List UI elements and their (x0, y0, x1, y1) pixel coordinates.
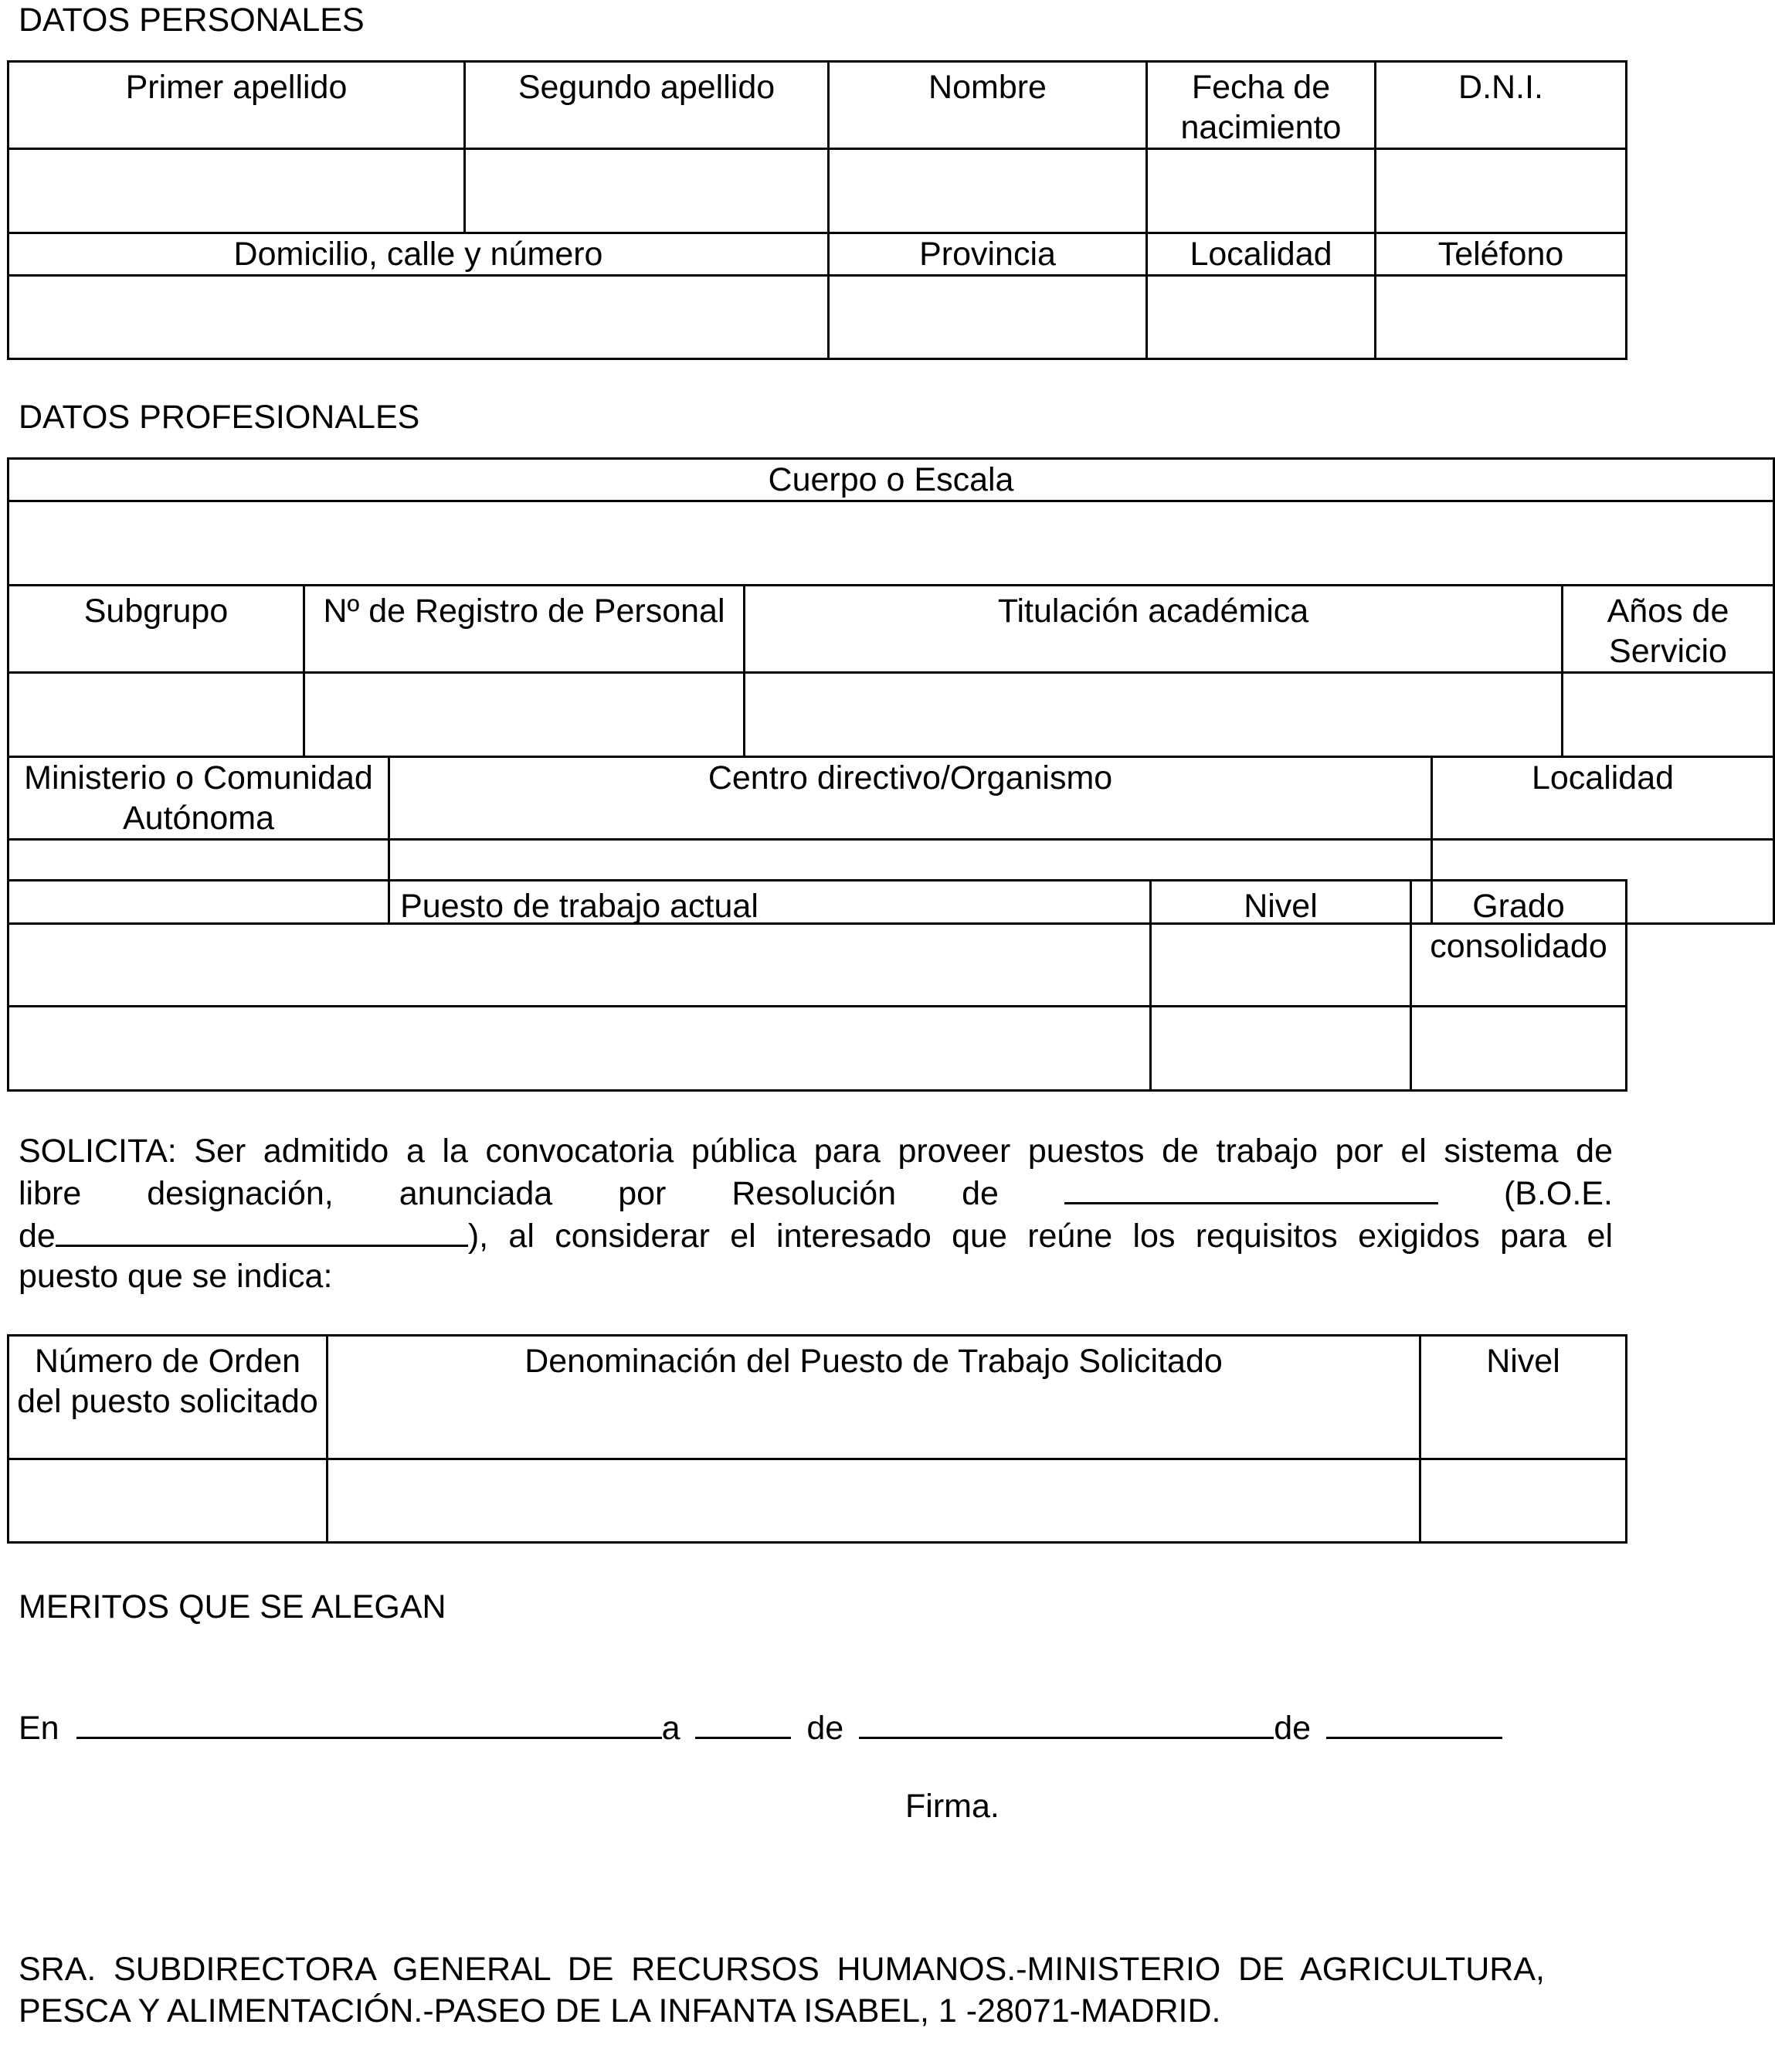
segundo-apellido-field[interactable] (465, 149, 829, 233)
numero-orden-header: Número de Orden del puesto solicitado (8, 1336, 328, 1459)
requested-positions-table (7, 1334, 1627, 1544)
grado-consolidado-header: Grado consolidado (1411, 881, 1627, 1007)
request-line-3 (19, 1214, 1613, 1256)
registro-personal-header: Nº de Registro de Personal (304, 586, 745, 673)
puesto-actual-header: Puesto de trabajo actual (8, 881, 1151, 1007)
current-post-table (7, 879, 1627, 1092)
signature-label: Firma. (905, 1788, 999, 1825)
request-word: de (19, 1218, 56, 1255)
denominacion-header: Denominación del Puesto de Trabajo Solicitado (328, 1336, 1420, 1459)
cuerpo-escala-field[interactable] (8, 501, 1774, 586)
request-word: por (618, 1175, 667, 1212)
nombre-header: Nombre (829, 62, 1147, 149)
recipient-address: SRA. SUBDIRECTORA GENERAL DE RECURSOS HUMANOS.-MINISTERIO DE AGRICULTURA, PESCA Y ALIMENTACIÓN.-PASEO DE LA INFANTA ISABEL, 1 -28071-MADRID. (19, 1951, 1545, 2030)
request-line-4: puesto que se indica: (19, 1258, 333, 1295)
nivel-field[interactable] (1151, 1007, 1411, 1091)
localidad-prof-header: Localidad (1432, 757, 1774, 840)
request-word: anunciada (399, 1175, 553, 1212)
boe-date-blank[interactable] (56, 1214, 468, 1247)
puesto-actual-field[interactable] (8, 1007, 1151, 1091)
nivel-solicitado-field[interactable] (1420, 1459, 1627, 1543)
grado-consolidado-field[interactable] (1411, 1007, 1627, 1091)
subgrupo-header: Subgrupo (8, 586, 304, 673)
cuerpo-escala-header: Cuerpo o Escala (8, 459, 1774, 501)
fecha-nacimiento-header: Fecha de nacimiento (1147, 62, 1376, 149)
date-line (19, 1706, 1502, 1748)
nivel-solicitado-header: Nivel (1420, 1336, 1627, 1459)
boe-label: (B.O.E. (1503, 1175, 1613, 1212)
resolucion-date-blank[interactable] (1064, 1171, 1438, 1204)
dni-field[interactable] (1376, 149, 1627, 233)
personal-data-heading: DATOS PERSONALES (19, 2, 365, 39)
nivel-header: Nivel (1151, 881, 1411, 1007)
subgrupo-field[interactable] (8, 673, 304, 757)
segundo-apellido-header: Segundo apellido (465, 62, 829, 149)
request-word: de (962, 1175, 999, 1212)
provincia-field[interactable] (829, 276, 1147, 359)
request-word: Resolución (731, 1175, 897, 1212)
request-line-2 (19, 1171, 1613, 1214)
domicilio-field[interactable] (8, 276, 829, 359)
anos-servicio-field[interactable] (1563, 673, 1774, 757)
request-word: designación, (147, 1175, 334, 1212)
professional-data-heading: DATOS PROFESIONALES (19, 399, 420, 436)
primer-apellido-header: Primer apellido (8, 62, 465, 149)
year-blank[interactable] (1326, 1706, 1502, 1739)
primer-apellido-field[interactable] (8, 149, 465, 233)
telefono-field[interactable] (1376, 276, 1627, 359)
de-label-1: de (806, 1710, 844, 1747)
centro-directivo-header: Centro directivo/Organismo (389, 757, 1432, 840)
request-word: libre (19, 1175, 82, 1212)
anos-servicio-header: Años de Servicio (1563, 586, 1774, 673)
titulacion-header: Titulación académica (745, 586, 1563, 673)
de-label-2: de (1274, 1710, 1312, 1747)
ministerio-header: Ministerio o Comunidad Autónoma (8, 757, 389, 840)
provincia-header: Provincia (829, 233, 1147, 276)
month-blank[interactable] (859, 1706, 1274, 1739)
a-label: a (661, 1710, 680, 1747)
merits-heading: MERITOS QUE SE ALEGAN (19, 1588, 446, 1625)
day-blank[interactable] (695, 1706, 791, 1739)
personal-data-table (7, 60, 1627, 360)
domicilio-header: Domicilio, calle y número (8, 233, 829, 276)
telefono-header: Teléfono (1376, 233, 1627, 276)
registro-personal-field[interactable] (304, 673, 745, 757)
request-line-3-rest: ), al considerar el interesado que reúne los requisitos exigidos para el (467, 1218, 1613, 1255)
localidad-header: Localidad (1147, 233, 1376, 276)
request-paragraph (19, 1131, 1613, 1296)
localidad-field[interactable] (1147, 276, 1376, 359)
en-label: En (19, 1710, 59, 1747)
professional-data-table (7, 457, 1775, 925)
place-blank[interactable] (76, 1706, 662, 1739)
fecha-nacimiento-field[interactable] (1147, 149, 1376, 233)
nombre-field[interactable] (829, 149, 1147, 233)
denominacion-field[interactable] (328, 1459, 1420, 1543)
request-line-1: SOLICITA: Ser admitido a la convocatoria pública para proveer puestos de trabajo por el sistema de (19, 1133, 1613, 1170)
titulacion-field[interactable] (745, 673, 1563, 757)
dni-header: D.N.I. (1376, 62, 1627, 149)
numero-orden-field[interactable] (8, 1459, 328, 1543)
